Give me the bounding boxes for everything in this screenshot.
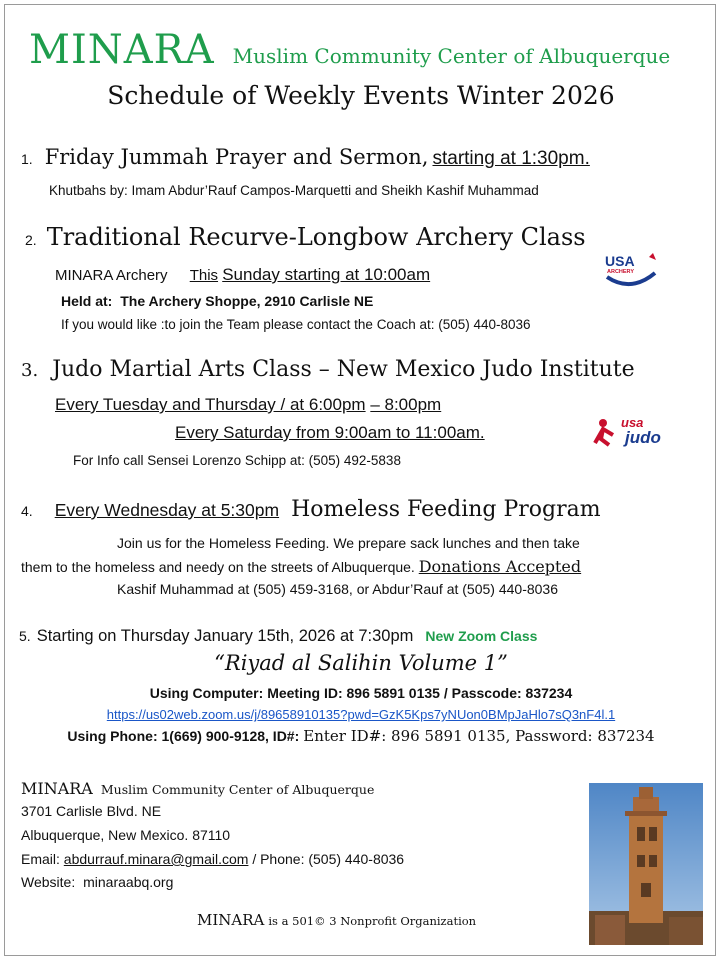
website: minaraabq.org — [83, 874, 174, 890]
desc-text: them to the homeless and needy on the streets of Albuquerque. — [21, 559, 415, 575]
when-prefix: This — [189, 267, 219, 284]
event-title: Traditional Recurve-Longbow Archery Class — [46, 223, 586, 251]
header — [29, 27, 670, 73]
footer-org — [21, 779, 374, 799]
footer-phone: / Phone: (505) 440-8036 — [252, 851, 405, 867]
logo-sub: ARCHERY — [607, 269, 634, 275]
event-3-schedule-1 — [55, 395, 441, 415]
event-2-when — [55, 265, 430, 285]
footer-address-1: 3701 Carlisle Blvd. NE — [21, 803, 162, 819]
event-4-desc-1: Join us for the Homeless Feeding. We prepare sack lunches and then take — [117, 535, 580, 551]
event-5-computer — [5, 685, 717, 701]
event-time: Sunday starting at 10:00am — [222, 265, 431, 284]
event-2-venue — [61, 293, 373, 309]
computer-label: Using Computer: — [149, 685, 264, 701]
footer-website-row — [21, 874, 173, 890]
event-5-heading — [19, 627, 537, 646]
event-time: Starting on Thursday January 15th, 2026 at 7:30pm — [36, 627, 414, 645]
event-4-contacts: Kashif Muhammad at (505) 459-3168, or Abdur’Rauf at (505) 440-8036 — [117, 581, 559, 597]
page-title: Schedule of Weekly Events Winter 2026 — [107, 81, 615, 110]
flyer-page — [4, 4, 716, 956]
event-number: 2. — [25, 232, 37, 248]
event-3-heading — [21, 357, 635, 382]
nonprofit-line — [197, 911, 476, 930]
event-time: Every Wednesday at 5:30pm — [54, 500, 280, 520]
minaret-photo — [589, 783, 703, 945]
archery-group: MINARA Archery — [55, 267, 168, 284]
nonprofit-text: is a 501© 3 Nonprofit Organization — [268, 914, 477, 928]
event-1-speakers: Khutbahs by: Imam Abdur’Rauf Campos-Marquetti and Sheikh Kashif Muhammad — [49, 183, 539, 198]
org-short-title: MINARA — [29, 27, 215, 73]
zoom-link[interactable]: https://us02web.zoom.us/j/89658910135?pwd=GzK5Kps7yNUon0BMpJaHlo7sQ3nF4l.1 — [106, 707, 616, 722]
event-2-heading — [25, 223, 586, 251]
event-5-title: “Riyad al Salihin Volume 1” — [214, 651, 508, 675]
logo-top: usa — [621, 415, 644, 430]
event-3-schedule-2: Every Saturday from 9:00am to 11:00am. — [175, 423, 485, 442]
footer-email-row — [21, 851, 404, 867]
donations-accepted: Donations Accepted — [418, 557, 582, 576]
footer-org-short: MINARA — [21, 779, 93, 798]
logo-bottom: judo — [625, 428, 661, 447]
phone-details: Enter ID#: 896 5891 0135, Password: 837234 — [303, 727, 655, 745]
schedule-end: – 8:00pm — [370, 395, 442, 414]
event-5-link-row — [5, 707, 717, 722]
event-4-heading — [21, 497, 601, 522]
event-3-info: For Info call Sensei Lorenzo Schipp at: (505) 492-5838 — [73, 453, 401, 468]
schedule-weekday: Every Tuesday and Thursday / at 6:00pm — [55, 395, 366, 414]
phone-label: Using Phone: 1(669) 900-9128, ID#: — [67, 728, 300, 744]
event-title: Friday Jummah Prayer and Sermon — [44, 145, 422, 169]
judo-figure-icon — [593, 417, 619, 447]
computer-details: Meeting ID: 896 5891 0135 / Passcode: 837234 — [267, 685, 573, 701]
minaret-tower-icon — [589, 783, 703, 945]
event-5-phone — [5, 727, 717, 746]
event-4-desc-2 — [21, 557, 581, 576]
org-full-title: Muslim Community Center of Albuquerque — [232, 44, 671, 68]
event-1-heading — [21, 145, 590, 170]
venue: The Archery Shoppe, 2910 Carlisle NE — [120, 293, 374, 309]
website-label: Website: — [21, 874, 76, 890]
logo-text: USA — [605, 253, 635, 269]
usa-archery-logo — [601, 243, 661, 301]
zoom-class-tag: New Zoom Class — [425, 628, 538, 644]
usa-judo-logo — [593, 415, 675, 451]
email-link[interactable]: abdurrauf.minara@gmail.com — [63, 851, 249, 867]
event-2-contact: If you would like :to join the Team please contact the Coach at: (505) 440-8036 — [61, 317, 531, 332]
event-number: 3. — [21, 360, 39, 381]
event-title: Judo Martial Arts Class – New Mexico Judo Institute — [52, 357, 635, 382]
footer-address-2: Albuquerque, New Mexico. 87110 — [21, 827, 231, 843]
email-label: Email: — [21, 851, 60, 867]
event-title: Homeless Feeding Program — [291, 497, 601, 522]
event-time: starting at 1:30pm. — [432, 148, 590, 169]
nonprofit-org: MINARA — [197, 911, 265, 929]
venue-label: Held at: — [61, 293, 113, 309]
footer-org-full: Muslim Community Center of Albuquerque — [100, 782, 375, 797]
event-number: 1. — [21, 151, 33, 167]
comma: , — [421, 145, 429, 169]
event-number: 5. — [19, 628, 31, 644]
event-number: 4. — [21, 503, 33, 519]
